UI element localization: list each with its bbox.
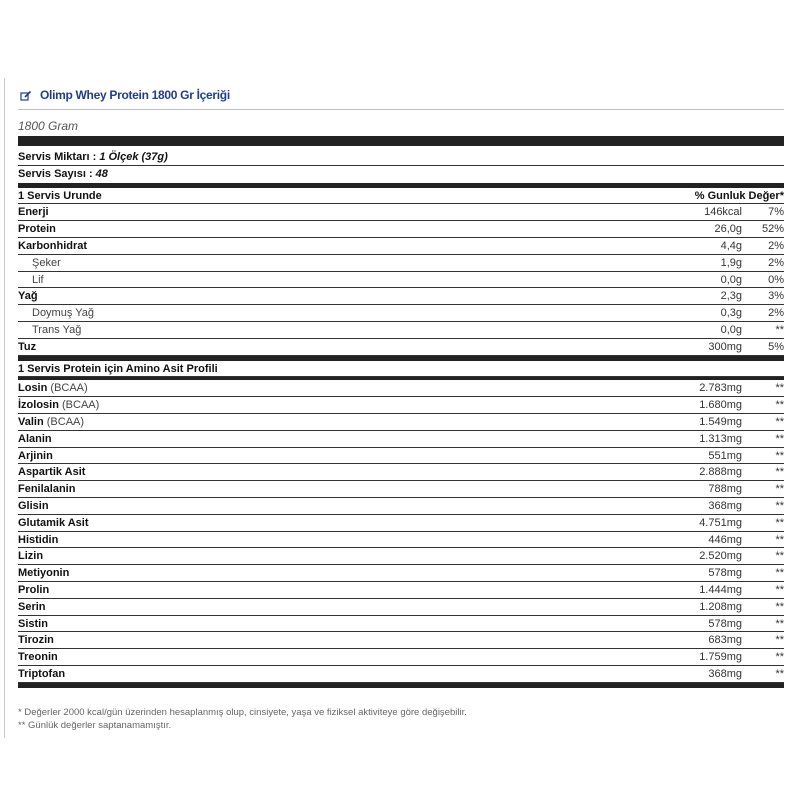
nutrient-value: 4,4g <box>720 239 742 252</box>
amino-row <box>18 649 784 666</box>
amino-daily-value: ** <box>775 583 784 596</box>
amino-value: 1.313mg <box>699 432 742 445</box>
section-header <box>20 86 230 104</box>
amino-row <box>18 464 784 481</box>
nutrient-label: Trans Yağ <box>32 323 82 336</box>
nutrient-label: Yağ <box>18 290 38 303</box>
edit-icon <box>20 89 32 101</box>
nutrient-value: 146kcal <box>704 206 742 219</box>
amino-paren: (BCAA) <box>47 382 88 395</box>
amino-row <box>18 515 784 532</box>
amino-row <box>18 582 784 599</box>
amino-row <box>18 548 784 565</box>
amino-row <box>18 380 784 397</box>
nutrient-label: Protein <box>18 223 56 236</box>
amino-label <box>18 616 48 633</box>
nutrient-value: 2,3g <box>720 290 742 303</box>
amino-daily-value: ** <box>775 483 784 496</box>
serving-count-value: 48 <box>95 167 108 180</box>
serving-size-value: 1 Ölçek (37g) <box>99 151 168 163</box>
nutrient-daily-value: 3% <box>768 290 784 303</box>
nutrient-label: Lif <box>32 273 44 286</box>
nutrient-label: Tuz <box>18 340 37 353</box>
nutrition-row <box>18 204 784 221</box>
product-size: 1800 Gram <box>18 119 79 133</box>
amino-name: Glutamik Asit <box>18 516 89 529</box>
nutrition-row <box>18 288 784 305</box>
amino-daily-value: ** <box>775 399 784 412</box>
amino-value: 578mg <box>708 567 742 580</box>
amino-label <box>18 431 52 448</box>
amino-label <box>18 380 88 397</box>
amino-row <box>18 616 784 633</box>
amino-value: 1.208mg <box>699 600 742 613</box>
amino-label <box>18 481 75 498</box>
nutrient-label: Şeker <box>32 256 61 269</box>
nutrient-daily-value: 0% <box>768 273 784 286</box>
daily-value-header: % Gunluk Değer* <box>694 189 784 202</box>
nutrient-daily-value: 5% <box>768 340 784 353</box>
nutrient-value: 0,0g <box>720 323 742 336</box>
nutrient-daily-value: 2% <box>768 239 784 252</box>
nutrient-value: 0,3g <box>720 307 742 320</box>
header-divider <box>18 109 784 110</box>
amino-value: 1.680mg <box>699 399 742 412</box>
serving-size-label: Servis Miktarı : <box>18 151 100 163</box>
amino-header-row <box>18 361 784 378</box>
amino-daily-value: ** <box>775 600 784 613</box>
amino-value: 578mg <box>708 617 742 630</box>
amino-value: 683mg <box>708 634 742 647</box>
amino-name: Arjinin <box>18 449 53 462</box>
amino-label <box>18 414 84 431</box>
thick-divider <box>18 136 784 146</box>
amino-value: 1.549mg <box>699 415 742 428</box>
nutrition-row <box>18 339 784 356</box>
amino-name: Valin <box>18 415 44 428</box>
amino-value: 1.444mg <box>699 583 742 596</box>
amino-row <box>18 481 784 498</box>
amino-label <box>18 397 99 414</box>
amino-name: Aspartik Asit <box>18 466 86 479</box>
nutrient-daily-value: 7% <box>768 206 784 219</box>
amino-row <box>18 599 784 616</box>
amino-label <box>18 548 43 565</box>
amino-label <box>18 515 89 532</box>
amino-daily-value: ** <box>775 634 784 647</box>
amino-daily-value: ** <box>775 617 784 630</box>
amino-row <box>18 448 784 465</box>
nutrient-daily-value: 52% <box>761 223 784 236</box>
amino-value: 1.759mg <box>699 651 742 664</box>
amino-daily-value: ** <box>775 667 784 680</box>
amino-label <box>18 582 49 599</box>
footnote-2: ** Günlük değerler saptanamamıştır. <box>18 720 172 731</box>
amino-name: Losin <box>18 382 48 395</box>
amino-value: 2.783mg <box>699 382 742 395</box>
amino-name: Glisin <box>18 499 49 512</box>
amino-label <box>18 649 58 666</box>
serving-size-row <box>18 149 784 166</box>
amino-name: İzolosin <box>18 399 59 412</box>
amino-row <box>18 397 784 414</box>
amino-daily-value: ** <box>775 651 784 664</box>
amino-label <box>18 532 58 549</box>
amino-paren: (BCAA) <box>43 415 85 428</box>
amino-rows <box>18 380 784 682</box>
amino-header: 1 Servis Protein için Amino Asit Profili <box>18 362 218 375</box>
amino-row <box>18 431 784 448</box>
nutrient-label: Enerji <box>18 206 49 219</box>
amino-name: Alanin <box>18 432 52 445</box>
amino-daily-value: ** <box>775 415 784 428</box>
amino-label <box>18 599 46 616</box>
amino-daily-value: ** <box>775 499 784 512</box>
amino-value: 2.520mg <box>699 550 742 563</box>
amino-value: 551mg <box>708 449 742 462</box>
amino-name: Metiyonin <box>18 567 70 580</box>
nutrient-value: 0,0g <box>720 273 742 286</box>
nutrition-row <box>18 238 784 255</box>
amino-value: 788mg <box>708 483 742 496</box>
amino-daily-value: ** <box>775 516 784 529</box>
nutrition-row <box>18 221 784 238</box>
amino-name: Serin <box>18 600 46 613</box>
amino-value: 446mg <box>708 533 742 546</box>
left-border <box>4 78 5 738</box>
amino-name: Histidin <box>18 533 59 546</box>
amino-name: Tirozin <box>18 634 54 647</box>
nutrition-header-left: 1 Servis Urunde <box>18 189 102 202</box>
amino-daily-value: ** <box>775 550 784 563</box>
amino-name: Sistin <box>18 617 48 630</box>
amino-label <box>18 565 69 582</box>
amino-daily-value: ** <box>775 449 784 462</box>
nutrition-rows <box>18 204 784 355</box>
amino-row <box>18 565 784 582</box>
nutrition-row <box>18 305 784 322</box>
amino-row <box>18 414 784 431</box>
amino-daily-value: ** <box>775 432 784 445</box>
amino-name: Lizin <box>18 550 44 563</box>
serving-count-label: Servis Sayısı : <box>18 167 96 180</box>
bottom-divider <box>18 683 784 688</box>
nutrition-header-row <box>18 188 784 205</box>
amino-daily-value: ** <box>775 567 784 580</box>
nutrient-daily-value: 2% <box>768 307 784 320</box>
amino-name: Treonin <box>18 651 58 664</box>
nutrient-label: Doymuş Yağ <box>32 307 94 320</box>
amino-name: Triptofan <box>18 667 66 680</box>
amino-label <box>18 498 49 515</box>
amino-value: 368mg <box>708 667 742 680</box>
amino-daily-value: ** <box>775 466 784 479</box>
amino-value: 2.888mg <box>699 466 742 479</box>
nutrient-daily-value: 2% <box>768 256 784 269</box>
nutrient-label: Karbonhidrat <box>18 239 88 252</box>
amino-value: 4.751mg <box>699 516 742 529</box>
footnote-1: * Değerler 2000 kcal/gün üzerinden hesaplanmış olup, cinsiyete, yaşa ve fiziksel aktiviteye göre değişebilir. <box>18 707 467 718</box>
serving-count-row <box>18 166 784 183</box>
amino-name: Prolin <box>18 583 50 596</box>
nutrition-row <box>18 255 784 272</box>
amino-label <box>18 632 54 649</box>
nutrition-row <box>18 322 784 339</box>
amino-row <box>18 666 784 683</box>
amino-daily-value: ** <box>775 533 784 546</box>
amino-row <box>18 498 784 515</box>
amino-paren: (BCAA) <box>58 399 100 412</box>
nutrient-daily-value: ** <box>775 323 784 336</box>
amino-label <box>18 666 65 683</box>
amino-name: Fenilalanin <box>18 483 76 496</box>
nutrient-value: 1,9g <box>720 256 742 269</box>
nutrition-row <box>18 272 784 289</box>
nutrition-facts-panel <box>18 118 784 688</box>
section-title: Olimp Whey Protein 1800 Gr İçeriği <box>40 88 230 102</box>
nutrient-value: 300mg <box>708 340 742 353</box>
amino-row <box>18 532 784 549</box>
amino-label <box>18 464 85 481</box>
amino-value: 368mg <box>708 499 742 512</box>
footnotes <box>18 706 467 732</box>
amino-row <box>18 632 784 649</box>
amino-label <box>18 448 53 465</box>
nutrient-value: 26,0g <box>714 223 742 236</box>
amino-daily-value: ** <box>775 382 784 395</box>
